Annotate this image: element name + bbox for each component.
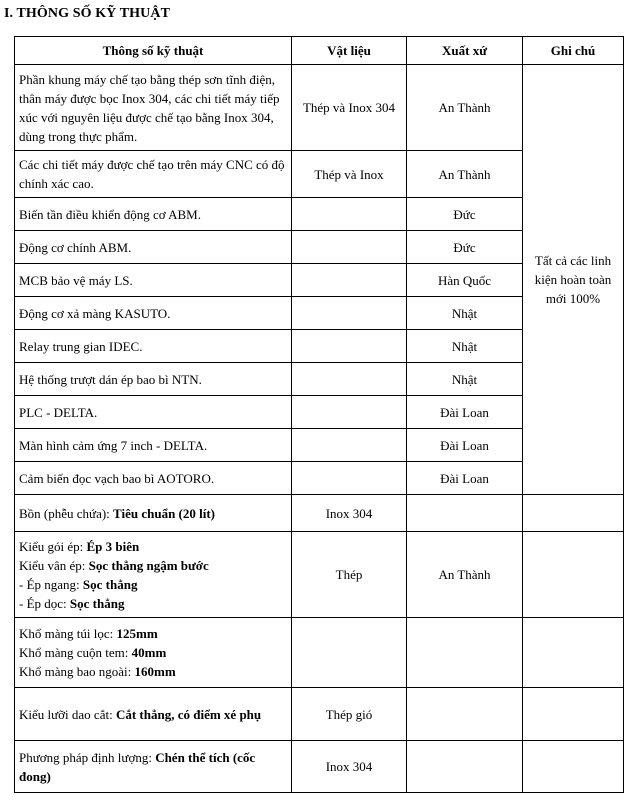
origin-cell: Đài Loan [407,396,523,429]
seal-line [19,575,287,594]
spec-cell: Phần khung máy chế tạo bằng thép sơn tĩnh điện, thân máy được bọc Inox 304, các chi tiết máy tiếp xúc với nguyên liệu được chế tạo bằng Inox 304, dùng trong thực phẩm. [15,65,292,151]
origin-cell: Đức [407,198,523,231]
spec-cell: Màn hình cảm ứng 7 inch - DELTA. [15,429,292,462]
origin-cell: Đài Loan [407,462,523,495]
table-row [15,618,624,688]
spec-cell [15,532,292,618]
origin-cell: An Thành [407,151,523,198]
seal-line [19,537,287,556]
origin-cell [407,741,523,793]
film-line [19,643,287,662]
header-note: Ghi chú [523,37,624,65]
note-empty-cell [523,741,624,793]
spec-cell [15,741,292,793]
film-label-label: Khổ màng cuộn tem: [19,645,132,660]
table-row [15,65,624,151]
dosing-value: Chén thể tích (cốc đong) [19,749,256,784]
material-cell [292,330,407,363]
seal-horizontal-value: Sọc thẳng [82,576,138,592]
material-cell [292,429,407,462]
section-title: I. THÔNG SỐ KỸ THUẬT [4,6,171,21]
spec-cell: Cảm biến đọc vạch bao bì AOTORO. [15,462,292,495]
header-material: Vật liệu [292,37,407,65]
seal-pattern-label: Kiểu vân ép: [19,557,89,573]
hopper-value: Tiêu chuẩn (20 lít) [113,505,216,521]
table-row [15,688,624,741]
material-cell [292,618,407,688]
seal-horizontal-label: - Ép ngang: [19,576,83,592]
spec-cell [15,495,292,532]
material-cell: Thép và Inox 304 [292,65,407,151]
note-empty-cell [523,532,624,618]
note-empty-cell [523,495,624,532]
note-empty-cell [523,618,624,688]
film-label-value: 40mm [131,645,167,660]
origin-cell: An Thành [407,532,523,618]
spec-cell: PLC - DELTA. [15,396,292,429]
spec-cell: Hệ thống trượt dán ép bao bì NTN. [15,363,292,396]
seal-type-value: Ép 3 biên [86,538,140,554]
origin-cell [407,495,523,532]
material-cell: Thép [292,532,407,618]
material-cell [292,396,407,429]
header-origin: Xuất xứ [407,37,523,65]
seal-line [19,594,287,613]
origin-cell: An Thành [407,65,523,151]
origin-cell: Nhật [407,363,523,396]
film-line [19,624,287,643]
material-cell [292,231,407,264]
material-cell: Inox 304 [292,741,407,793]
spec-cell [15,688,292,741]
spec-cell: MCB bảo vệ máy LS. [15,264,292,297]
material-cell [292,264,407,297]
origin-cell: Nhật [407,297,523,330]
film-filter-value: 125mm [116,626,158,641]
spec-cell: Biến tần điều khiển động cơ ABM. [15,198,292,231]
seal-line [19,556,287,575]
origin-cell [407,688,523,741]
material-cell: Thép gió [292,688,407,741]
header-spec: Thông số kỹ thuật [15,37,292,65]
material-cell [292,462,407,495]
spec-cell [15,618,292,688]
origin-cell [407,618,523,688]
origin-cell: Đài Loan [407,429,523,462]
film-outer-value: 160mm [134,664,176,679]
seal-pattern-value: Sọc thẳng ngậm bước [88,557,209,573]
spec-cell: Động cơ chính ABM. [15,231,292,264]
seal-vertical-label: - Ép dọc: [19,595,70,611]
film-filter-label: Khổ màng túi lọc: [19,626,117,641]
film-outer-label: Khổ màng bao ngoài: [19,664,135,679]
material-cell: Inox 304 [292,495,407,532]
note-cell: Tất cả các linh kiện hoàn toàn mới 100% [523,65,624,495]
table-row [15,495,624,532]
blade-value: Cắt thẳng, có điểm xé phụ [115,706,262,722]
hopper-label: Bồn (phễu chứa): [19,505,114,521]
table-header-row [15,37,624,65]
spec-cell: Các chi tiết máy được chế tạo trên máy CNC có độ chính xác cao. [15,151,292,198]
seal-vertical-value: Sọc thẳng [69,595,125,611]
note-empty-cell [523,688,624,741]
spec-table [14,36,624,793]
material-cell [292,363,407,396]
dosing-label: Phương pháp định lượng: [19,749,156,765]
spec-cell: Động cơ xả màng KASUTO. [15,297,292,330]
origin-cell: Hàn Quốc [407,264,523,297]
table-row [15,532,624,618]
material-cell [292,198,407,231]
origin-cell: Nhật [407,330,523,363]
material-cell: Thép và Inox [292,151,407,198]
origin-cell: Đức [407,231,523,264]
table-row [15,741,624,793]
seal-type-label: Kiểu gói ép: [19,538,87,554]
blade-label: Kiểu lưỡi dao cắt: [19,706,116,722]
spec-cell: Relay trung gian IDEC. [15,330,292,363]
film-line [19,662,287,681]
material-cell [292,297,407,330]
